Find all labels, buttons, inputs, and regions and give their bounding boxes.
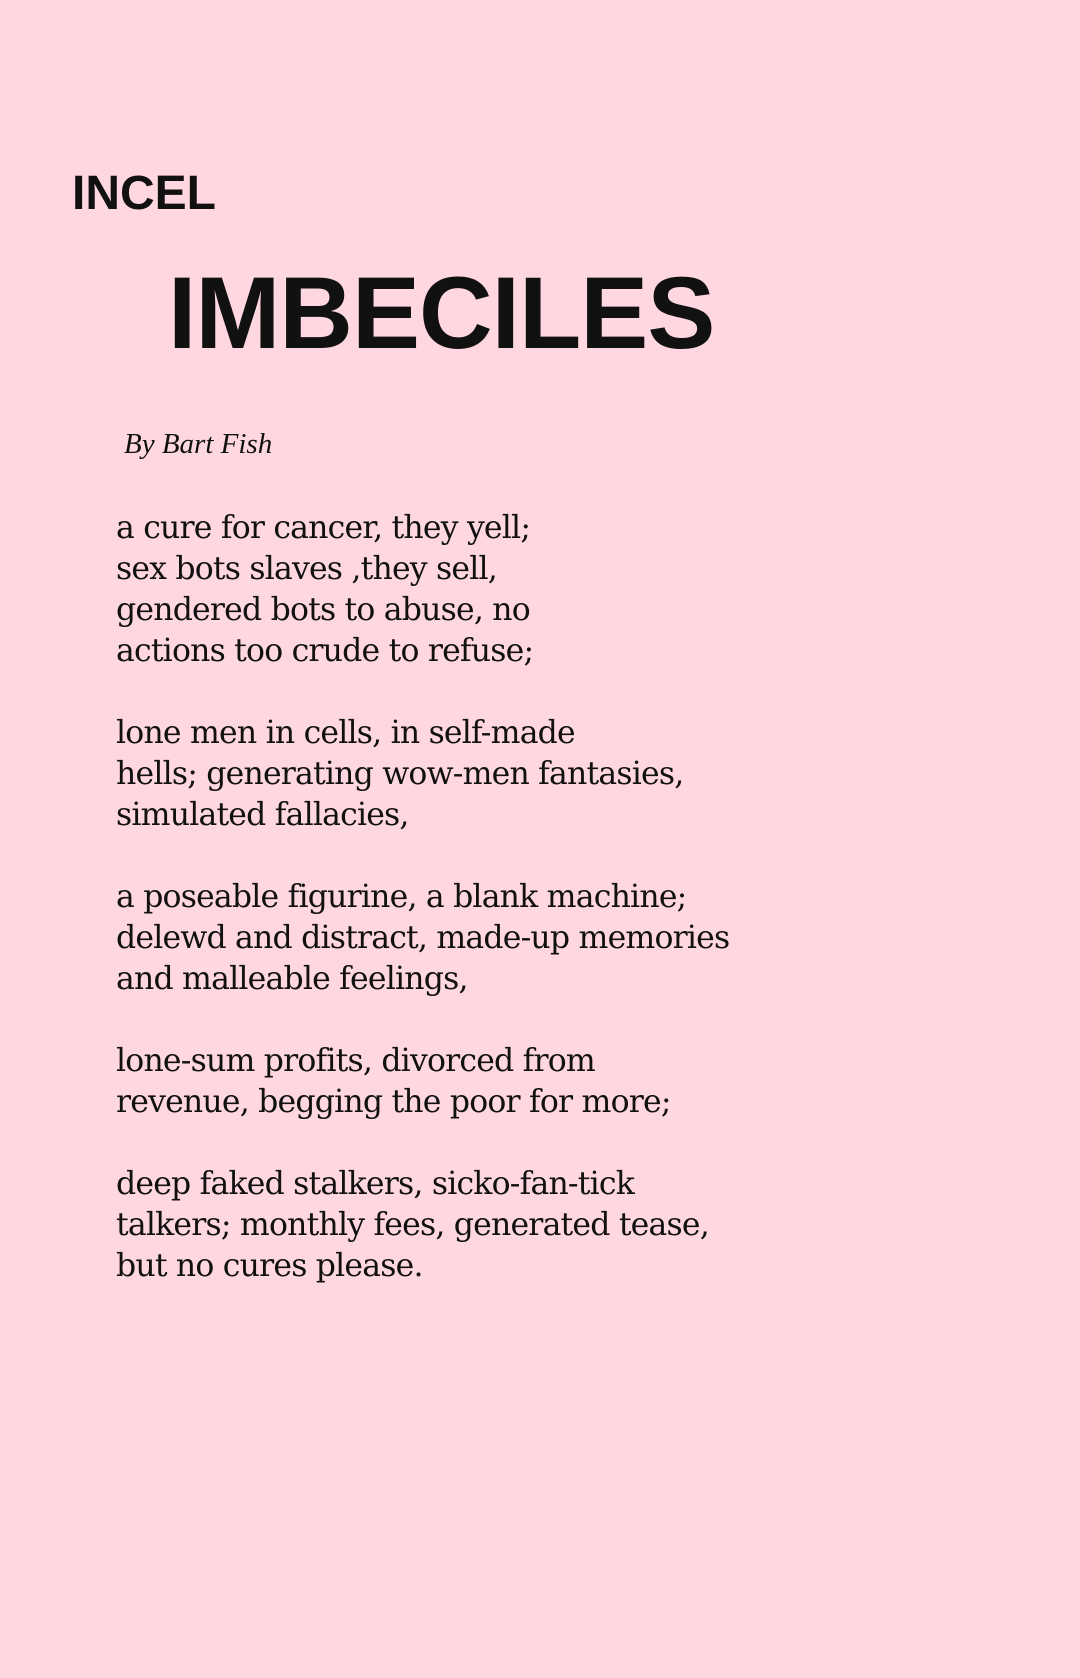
poem-line: delewd and distract, made-up memories [116,920,730,956]
poem [116,508,976,1328]
poem-line: but no cures please. [116,1248,423,1284]
stanza-2 [116,713,976,836]
byline: By Bart Fish [124,428,273,460]
poem-line: hells; generating wow-men fantasies, [116,756,684,792]
stanza-1 [116,508,976,672]
poem-line: revenue, begging the poor for more; [116,1084,671,1120]
stanza-5 [116,1164,976,1287]
poem-line: lone men in cells, in self-made [116,715,575,751]
poem-line: actions too crude to refuse; [116,633,534,669]
poem-line: talkers; monthly fees, generated tease, [116,1207,709,1243]
page-title: IMBECILES [168,256,715,370]
poem-line: and malleable feelings, [116,961,468,997]
title-kicker: INCEL [72,167,216,220]
poem-line: lone-sum profits, divorced from [116,1043,595,1079]
stanza-3 [116,877,976,1000]
poem-line: sex bots slaves ,they sell, [116,551,497,587]
poem-line: simulated fallacies, [116,797,409,833]
poem-line: gendered bots to abuse, no [116,592,530,628]
poem-line: a cure for cancer, they yell; [116,510,531,546]
poem-line: a poseable figurine, a blank machine; [116,879,687,915]
stanza-4 [116,1041,976,1123]
poem-line: deep faked stalkers, sicko-fan-tick [116,1166,635,1202]
